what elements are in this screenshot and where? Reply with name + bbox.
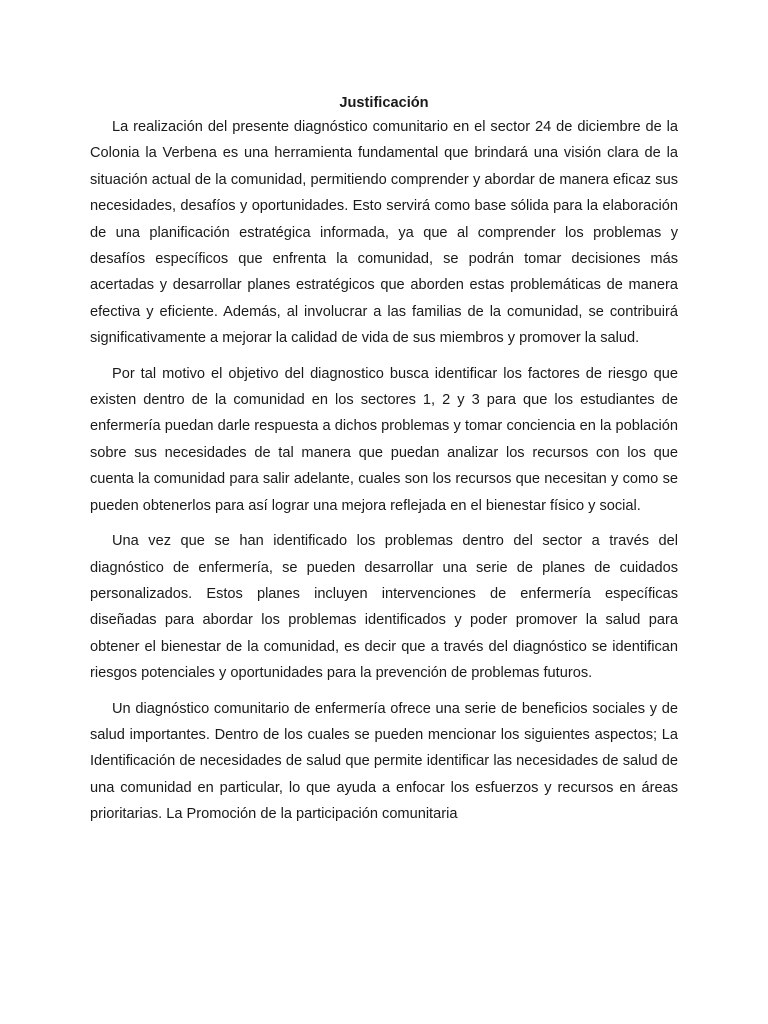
- paragraph-3: Una vez que se han identificado los problemas dentro del sector a través del diagnóstico de enfermería, se pueden desarrollar una serie de planes de cuidados personalizados. Estos planes incluyen intervenciones de enfermería específicas diseñadas para abordar los problemas identificados y poder promover la salud para obtener el bienestar de la comunidad, es decir que a través del diagnóstico se identifican riesgos potenciales y oportunidades para la prevención de problemas futuros.: [90, 533, 678, 682]
- document-title: Justificación: [339, 95, 429, 111]
- document-body: [90, 92, 678, 837]
- paragraph-2: Por tal motivo el objetivo del diagnostico busca identificar los factores de riesgo que existen dentro de la comunidad en los sectores 1, 2 y 3 para que los estudiantes de enfermería puedan darle respuesta a dichos problemas y tomar conciencia en la población sobre sus necesidades de tal manera que puedan analizar los recursos con los que cuenta la comunidad para salir adelante, cuales son los recursos que necesitan y como se pueden obtenerlos para así lograr una mejora reflejada en el bienestar físico y social.: [90, 365, 678, 514]
- paragraph-1: La realización del presente diagnóstico comunitario en el sector 24 de diciembre de la Colonia la Verbena es una herramienta fundamental que brindará una visión clara de la situación actual de la comunidad, permitiendo comprender y abordar de manera eficaz sus necesidades, desafíos y oportunidades. Esto servirá como base sólida para la elaboración de una planificación estratégica informada, ya que al comprender los problemas y desafíos específicos que enfrenta la comunidad, se podrán tomar decisiones más acertadas y desarrollar planes estratégicos que aborden estas problemáticas de manera efectiva y eficiente. Además, al involucrar a las familias de la comunidad, se contribuirá significativamente a mejorar la calidad de vida de sus miembros y promover la salud.: [90, 119, 678, 347]
- paragraph-4: Un diagnóstico comunitario de enfermería ofrece una serie de beneficios sociales y de salud importantes. Dentro de los cuales se pueden mencionar los siguientes aspectos; La Identificación de necesidades de salud que permite identificar las necesidades de salud de una comunidad en particular, lo que ayuda a enfocar los esfuerzos y recursos en áreas prioritarias. La Promoción de la participación comunitaria: [90, 700, 678, 823]
